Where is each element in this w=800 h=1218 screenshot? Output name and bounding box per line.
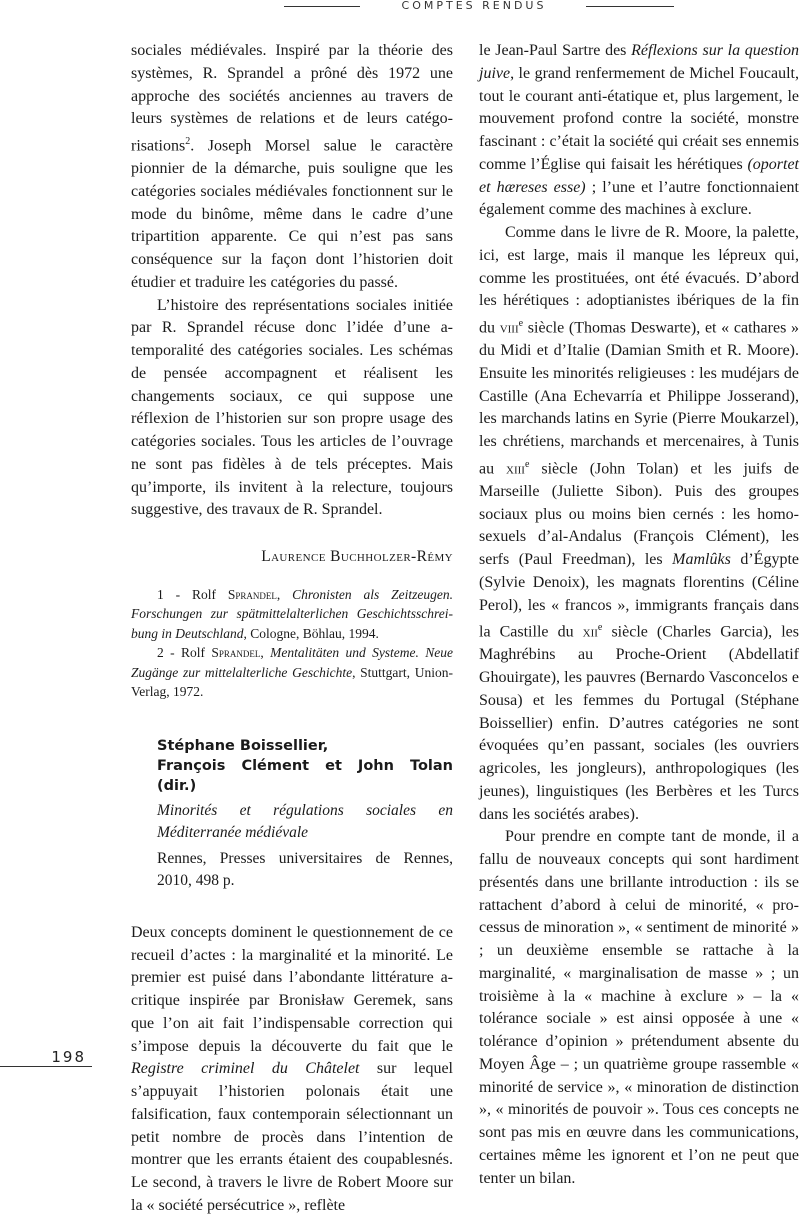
footnotes bbox=[131, 585, 453, 702]
review-heading bbox=[131, 736, 453, 892]
review-body bbox=[131, 922, 453, 1218]
review-signature: Laurence Buchholzer-Rémy bbox=[261, 548, 453, 566]
running-title: COMPTES RENDUS bbox=[401, 0, 547, 12]
paragraph: Deux concepts dominent le questionnement de ce recueil d’actes : la marginalité et la minorité. Le premier est puisé dans l’abondante littérature a-critique inspirée par Bronisław Geremek, sans que l’on ait fait l’indispensable correction qui s’impose depuis la découverte du fait que le Registre criminel du Châtelet sur lequel s’appuyait l’historien polonais était une falsification, faux contemporain sélectionnant un petit nombre de procès dans l’intention de montrer que les errants étaient des coupablesnés. Le second, à travers le livre de Robert Moore sur la « société persécutrice », reflète bbox=[131, 923, 453, 1214]
review-publication: Rennes, Presses universitaires de Rennes, 2010, 498 p. bbox=[157, 849, 453, 889]
header-rule-right bbox=[586, 6, 674, 7]
footnote-1: 1 - Rolf Sprandel, Chronisten als Zeitzeugen. Forschungen zur spätmittelalterlichen Geschichtsschreibung in Deutschland, Cologne, Böhlau, 1994. bbox=[131, 586, 454, 641]
paragraph-continued: le Jean-Paul Sartre des Réflexions sur la question juive, le grand renfermement de Michel Foucault, tout le courant anti-étatique et, plus largement, le mouvement profond contre la société, monstre fascinant : c’était la société qui créait ses ennemis comme l’Église qui faisait les hérétiques (oportet et hæreses esse) ; l’une et l’autre fonctionnaient également comme des machines à exclure. bbox=[479, 42, 800, 219]
paragraph: Pour prendre en compte tant de monde, il a fallu de nouveaux concepts qui sont hardiment présentés dans une brillante introduction : ils se rattachent d’abord à celui de minorité, « processus de minoration », « sentiment de minorité » ; un deuxième ensemble se rattache à la marginalité, « marginalisation de masse » ; un troisième à la « machine à exclure » – la « tolérance sociale » est ainsi opposée à une « tolérance d’opinion » prétendument absente du Moyen Âge – ; un quatrième groupe rassemble « minorité de service », « minoration de distinction », « minorités de pouvoir ». Tous ces concepts ne sont pas mis en œuvre dans les communications, certaines même les ignorent et l’on ne peut que tenter un bilan. bbox=[479, 828, 799, 1187]
header-rule-left bbox=[284, 6, 360, 7]
page-number: 198 bbox=[51, 1048, 86, 1066]
left-column bbox=[131, 40, 453, 1218]
running-header bbox=[0, 0, 800, 14]
paragraph-continued: sociales médiévales. Inspiré par la théorie des systèmes, R. Sprandel a prôné dès 1972 une approche des sociétés anciennes au travers de leurs systèmes de relations et de leurs catégorisations$^2$. Joseph Morsel salue le caractère pionnier de la démarche, puis souligne que les catégories sociales médiévales fonctionnent sur le mode du binôme, même dans le cadre d’une tripartition apparente. Ce qui n’est pas sans conséquence sur la façon dont l’historien doit étudier et traduire les catégories du passé. bbox=[131, 42, 453, 291]
footnote-ref: 2 bbox=[185, 136, 191, 147]
footnote-2: 2 - Rolf Sprandel, Mentalitäten und Systeme. Neue Zugänge zur mittelalterliche Geschichte, Stuttgart, Union-Verlag, 1972. bbox=[131, 645, 454, 700]
page-number-rule bbox=[0, 1066, 92, 1067]
paragraph: Comme dans le livre de R. Moore, la palette, ici, est large, mais il manque les lépreux qui, comme les prostituées, ont été évacués. D’abord les hérétiques : adoptianistes ibériques de la fin du viii$^e$ siècle (Thomas Deswarte), et « cathares » du Midi et d’Italie (Damian Smith et R. Moore). Ensuite les minorités religieuses : les mudéjars de Castille (Ana Echevarría et Philippe Josserand), les marchands latins en Syrie (Pierre Moukarzel), les chrétiens, marchands et mercenaires, à Tunis au xiii$^e$ siècle (John Tolan) et les juifs de Marseille (Juliette Sibon). Puis des groupes sociaux plus ou moins bien cernés : les homosexuels d’al-Andalus (François Clément), les serfs (Paul Freedman), les Mamlûks d’Égypte (Sylvie Denoix), les magnats florentins (Céline Perol), les « francos », immigrants français dans la Castille du xii$^e$ siècle (Charles Garcia), les Maghrébins au Proche-Orient (Abdellatif Ghouirgate), les pauvres (Bernardo Vasconcelos e Sousa) et les femmes du Portugal (Stéphane Boissellier) enfin. D’autres catégories ne sont évoquées qu’en passant, sociales (les ouvriers agricoles, les jongleurs), anthropologiques (les jeunes), linguistiques (les Berbères et les Turcs dans les sociétés arabes). bbox=[479, 224, 800, 823]
review-authors: Stéphane Boissellier, François Clément et John Tolan (dir.) bbox=[157, 737, 453, 794]
right-column bbox=[479, 40, 799, 1190]
paragraph: L’histoire des représentations sociales initiée par R. Sprandel récuse donc l’idée d’une a-temporalité des catégories sociales. Les schémas de pensée accompagnent et réalisent les changements sociaux, ce qui suppose une réflexion de l’historien sur son propre usage des catégories sociales. Tous les articles de l’ouvrage ne sont pas fidèles à de tels préceptes. Mais qu’importe, ils invitent à la relecture, toujours suggestive, des travaux de R. Sprandel. bbox=[131, 296, 453, 519]
review-book-title: Minorités et régulations sociales en Méditerranée médiévale bbox=[157, 801, 453, 841]
